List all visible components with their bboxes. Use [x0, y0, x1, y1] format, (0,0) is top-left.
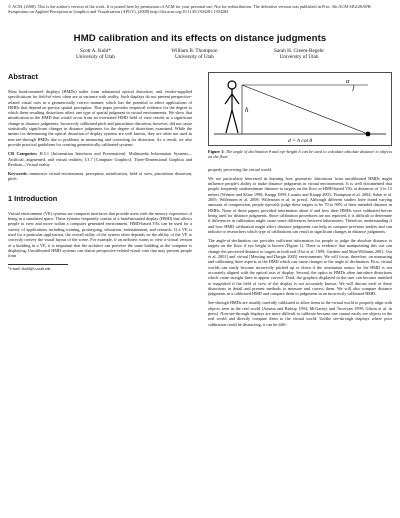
author-affiliation: University of Utah	[76, 54, 115, 61]
copyright-notice: © ACM, (2008). This is the author's version of the work. It is posted here by permission of ACM for your personal use. Not for redistribution. The definitive version was published in Proc. 5th ACM SIGGRAPH Symposium on Applied Perception in Graphics and Visualization (APGV), (2008) http://doi.acm.org/10.1145/1394281.1394284	[8, 4, 371, 15]
observer-figure	[225, 81, 239, 133]
abstract-heading: Abstract	[8, 72, 38, 81]
keywords-paragraph	[8, 171, 192, 182]
eye-height-label: h	[245, 106, 249, 114]
body-paragraph: We are particularly interested in learning how geometric distortions from uncalibrated HMDs might influence people's ability to make distance judgments in virtual environments. It is well documented that people frequently underestimate distance to targets on the floor in HMD-based VEs at distances of 3 to 15 meters [Witmer and Kline 1998; Knapp 1999; Loomis and Knapp 2003; Thompson et al. 2004; Sahm et al. 2005; Willemsen et al. 2008; Willemsen et al. in press]. Although different studies have found varying amounts of compression, people typically judge these targets to be 70 to 90% of their intended distance in HMDs. None of these papers provided information about if and how their HMDs were calibrated before being used for distance judgments. Since calibration procedures are not reported, it is difficult to determine if differences in calibration might cause some differences between laboratories. Therefore, understanding if and how HMD calibration might affect distance judgments can help us compare previous studies and can indicate to researchers which type of calibrations can result in significant changes in distance judgments.	[208, 175, 392, 234]
author-name: William B. Thompson	[171, 48, 218, 54]
body-paragraph: The angle-of-declination cue provides sufficient information for people to judge the absolute distance to targets on the floor if eye height is known (Figure 1). There is evidence that manipulating this cue can change the perceived distance to targets in both real [Ooi et al. 1999; Gardner and Mon-Williams 2001; Ooi et al. 2001] and virtual [Messing and Durgin 2005] environments. We will focus, therefore, on measuring and calibrating three aspects of the HMD which can cause changes to the angle of declination. First, virtual worlds can easily become incorrectly pitched up or down if the orientation sensor for the HMD is not accurately aligned with the optical axis of display. Second, the optics in HMDs often introduce distortions which cause straight lines to appear curved. Third, the graphics displayed in the user can become minified or magnified if the field of view of the display is not accurately known. We will discuss each of these distortions in detail and present methods to measure and correct them. We will also compare distance judgments in a calibrated HMD and compare them to judgments in an incorrectly calibrated HMD.	[208, 238, 392, 297]
author-block	[171, 48, 217, 61]
author-name: Scott A. Kuhl*	[79, 48, 111, 54]
figure-1-label: Figure 1:	[208, 149, 225, 154]
body-paragraph: properly perceiving the virtual world.	[208, 166, 272, 172]
angle-arc	[353, 85, 354, 91]
declination-diagram	[208, 72, 392, 146]
author-email-footnote: *e-mail: skuhl@cs.utah.edu	[8, 267, 51, 272]
author-list	[76, 48, 324, 61]
figure-1	[208, 72, 392, 146]
figure-1-caption	[208, 149, 392, 160]
right-column	[208, 72, 392, 331]
target-marker	[366, 132, 371, 137]
angle-label: α	[346, 78, 350, 85]
ccs-label: CR Categories:	[8, 151, 38, 157]
keywords-label: Keywords:	[8, 171, 28, 177]
author-affiliation: University of Utah	[279, 54, 319, 61]
footnote-divider	[8, 264, 68, 265]
ccs-body: H.5.1 [Information Interfaces and Presentation]: Multimedia Information Systems—Artificial, augmented, and virtual realities; I.3.7 [Computer Graphics]: Three-Dimensional Graphics and Realism—Virtual reality	[8, 151, 192, 167]
sight-line	[242, 85, 368, 134]
keywords-body: immersive virtual environment, perception, minification, field of view, pincushion distortion, pitch	[8, 171, 193, 182]
introduction-body: Virtual environment (VE) systems are computer interfaces that provide users with the sensory experience of being in a simulated space. These systems frequently consist of a head-mounted display (HMD) that allows people to view and move within a computer generated environment. HMD-based VEs can be used for a variety of applications including training, prototyping, education, entertainment, and research. If a VE is used for a particular application, the overall utility of the system often depends on the ability of the VE to correctly convey the visual layout of the scene. For example, if an architect wants to view a virtual version of a building in a VE, it is important that the architect can perceive the same building as the computer is displaying. Uncalibrated HMD systems can distort perspective-related visual cues that may prevent people from	[8, 210, 192, 259]
paper-title: HMD calibration and its effects on distance judgments	[73, 33, 327, 44]
author-block	[274, 48, 324, 61]
distance-formula: d = h cot θ	[288, 138, 313, 144]
figure-1-text: The angle of declination θ and eye-height h can be used to calculate absolute distance to objects on the floor.	[208, 149, 392, 160]
left-column	[8, 72, 192, 272]
body-paragraph: See-through HMDs are usually carefully calibrated to allow items in the virtual world to properly align with objects seen in the real world [Azuma and Bishop 1994; McGarrity and Tuceryan 1999; Gilson et al. in press]. Non-see-through displays are more difficult to calibrate because one cannot easily see objects in the real world and directly compare them to the virtual world. Unlike see-through displays where poor calibration could be distracting, it can be diffi-	[208, 300, 392, 327]
author-affiliation: University of Utah	[175, 54, 214, 61]
abstract-body: Most head-mounted displays (HMDs) suffer from substantial optical distortion, and vendor-supplied specifications for field-of-view often are at variance with reality. Such displays do not present perspective-related visual cues in a geometrically correct manner, which has the potential to affect applications of HMDs that depend on precise spatial perception. This paper provides empirical evidence for the degree to which these resulting distortions affect one type of spatial judgment in virtual environments. We show that minification in the HMD that would occur from an overstated HMD field of view results in a significant change in distance judgments. Incorrectly calibrated pitch and pincushion distortion, however, did not cause statistically significant changes in distance judgments for the degree of distortions examined. While the means for determining the optical distortion of display systems are well known, they are often not used in non-see-through HMDs due to problems in measuring and correcting for distortion. As a result, we also provide practical guidelines for creating geometrically calibrated systems.	[8, 89, 192, 147]
introduction-heading: 1 Introduction	[8, 193, 58, 203]
author-name: Sarah H. Creem-Regehr	[274, 48, 324, 54]
ccs-paragraph	[8, 151, 192, 167]
author-block	[76, 48, 115, 61]
